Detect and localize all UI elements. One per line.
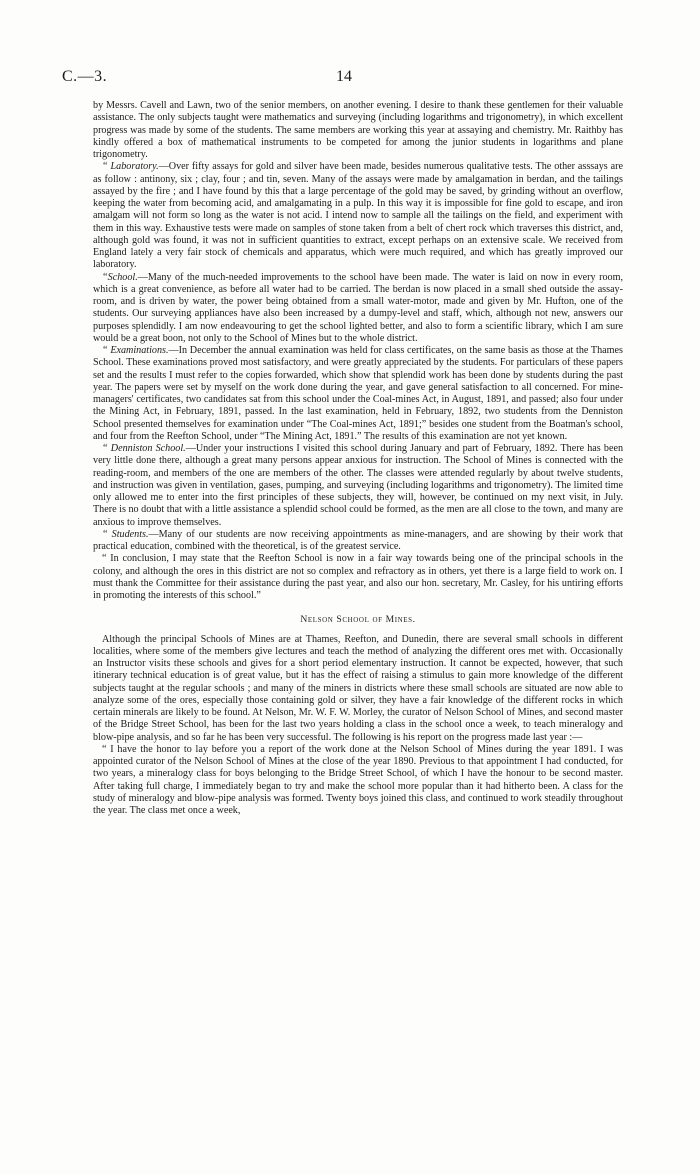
document-reference: C.—3.	[62, 68, 108, 85]
paragraph-lead: “ Laboratory.	[102, 161, 159, 173]
paragraph-text: —Many of the much-needed improvements to the school have been made. The water is laid on now in every room, which is a great convenience, as before all water had to be carried. The berdan is now placed in a small shed outside the assay-room, and is driven by water, the power being obtained from a small water-motor, made and given by Mr. Hufton, one of the students. Our surveying appliances have also been increased by a dumpy-level and staff, which, although not new, answers our purposes splendidly. I am now endeavouring to get the school lighted better, and also to form a scientific library, which I am sure would be a great boon, not only to the School of Mines but to the whole district.	[93, 271, 623, 344]
paragraph-lead: “School.	[102, 271, 138, 283]
body-text	[93, 100, 623, 817]
paragraph-nelson-intro	[93, 634, 623, 744]
paragraph-continuation	[93, 100, 623, 161]
page-number: 14	[336, 68, 352, 85]
paragraph-examinations	[93, 345, 623, 443]
paragraph-text: by Messrs. Cavell and Lawn, two of the senior members, on another evening. I desire to thank these gentlemen for their valuable assistance. The only subjects taught were mathematics and surveying (including logarithms and trigonometry), in which excellent progress was made by some of the students. The same members are working this year at assaying and chemistry. Mr. Raithby has kindly offered a box of mathematical instruments to be competed for among the junior students in logarithms and plane trigonometry.	[93, 100, 623, 160]
paragraph-students	[93, 529, 623, 554]
paragraph-nelson-report	[93, 744, 623, 818]
paragraph-text: —In December the annual examination was held for class certificates, on the same basis as those at the Thames School. These examinations proved most satisfactory, and were greatly appreciated by the students. For particulars of these papers set and the results I must refer to the copies forwarded, which show that splendid work has been done by students during the past year. The papers were set by myself on the work done during the year, and gave general satisfaction to all concerned. For mine-managers' certificates, two candidates sat from this school under the Coal-mines Act, in August, 1891, and passed; also four under the Mining Act, in February, 1891, passed. In the last examination, held in February, 1892, two students from the Denniston School presented themselves for examination under “The Coal-mines Act, 1891;” besides one student from the Boatman's school, and four from the Reefton School, under “The Mining Act, 1891.” The results of this examination are not yet known.	[93, 345, 623, 442]
paragraph-school	[93, 272, 623, 346]
paragraph-conclusion	[93, 553, 623, 602]
paragraph-text: Although the principal Schools of Mines are at Thames, Reefton, and Dunedin, there are several small schools in different localities, where some of the members give lectures and teach the method of analyzing the different ores met with. Occasionally an Instructor visits these schools and gives for a short period elementary instruction. It cannot be expected, however, that such itinerary technical education is of great value, but it has the effect of raising a stimulus to gain more knowledge of the different subjects taught at the regular schools ; and many of the miners in districts where these small schools are situated are now able to analyze some of the ores, especially those containing gold or silver, they have a fair knowledge of the different rocks in which certain minerals are likely to be found. At Nelson, Mr. W. F. W. Morley, the curator of Nelson School of Mines, and second master of the Bridge Street School, has been for the last two years holding a class in the school once a week, to teach mineralogy and blow-pipe analysis, and so far he has been very successful. The following is his report on the progress made last year :—	[93, 633, 623, 743]
paragraph-lead: “ Denniston School.	[102, 443, 186, 454]
section-heading: Nelson School of Mines.	[300, 614, 416, 626]
paragraph-text: —Under your instructions I visited this school during January and part of February, 1892. There has been very little done there, although a great many persons appear anxious for instruction. The School of Mines is connected with the reading-room, and members of the one are members of the other. The classes were attended regularly by about twelve students, and instruction was given in ventilation, gases, pumping, and surveying (including logarithms and trigonometry). The limited time only allowed me to enter into the first principles of these subjects, they will, however, be continued on my next visit, in July. There is no doubt that with a little assistance a splendid school could be formed, as the men are all close to the town, and many are anxious to improve themselves.	[93, 443, 624, 528]
paragraph-denniston-school	[93, 443, 623, 529]
paragraph-text: “ In conclusion, I may state that the Reefton School is now in a fair way towards being one of the principal schools in the colony, and although the ores in this district are not so complex and refractory as in others, yet there is a large field to work on. I must thank the Committee for their assistance during the past year, and also our hon. secretary, Mr. Casley, for his untiring efforts in promoting the interests of this school.”	[93, 553, 623, 601]
paragraph-lead: “ Examinations.	[102, 345, 169, 356]
paragraph-lead: “ Students.	[102, 528, 149, 540]
paragraph-text: —Many of our students are now receiving appointments as mine-managers, and are showing by their work that practical education, combined with the theoretical, is of the greatest service.	[93, 528, 623, 552]
page-header	[62, 68, 642, 90]
paragraph-laboratory	[93, 161, 623, 271]
paragraph-text: —Over fifty assays for gold and silver have been made, besides numerous qualitative tests. The other asssays are as follow : antinony, six ; clay, four ; and tin, seven. Many of the assays were made by amalgamation in berdan, and the tailings assayed by the fire ; and I have found by this that a large percentage of the gold may be saved, by grinding without an overflow, keeping the water from becoming acid, and amalgamating in a pulp. In this way it is impossible for fine gold to escape, and iron amalgam will not form so long as the water is not acid. I intend now to sample all the tailings on the field, and experiment with them in this way. Exhaustive tests were made on samples of stone taken from a belt of chert rock which traverses this district, and, although gold was found, it was not in sufficient quantities to extract, except perhaps on an extensive scale. We received from England lately a very fair stock of chemicals and apparatus, which were much required, and which has greatly improved our laboratory.	[93, 161, 624, 271]
paragraph-text: “ I have the honor to lay before you a report of the work done at the Nelson School of Mines during the year 1891. I was appointed curator of the Nelson School of Mines at the close of the year 1890. Previous to that appointment I had conducted, for two years, a mineralogy class for boys belonging to the Bridge Street School, of which I have the honour to be second master. After taking full charge, I immediately began to try and make the school more popular than it had hitherto been. A class for the study of mineralogy and blow-pipe analysis was formed. Twenty boys joined this class, and continued to work steadily throughout the year. The class met once a week,	[93, 743, 623, 816]
